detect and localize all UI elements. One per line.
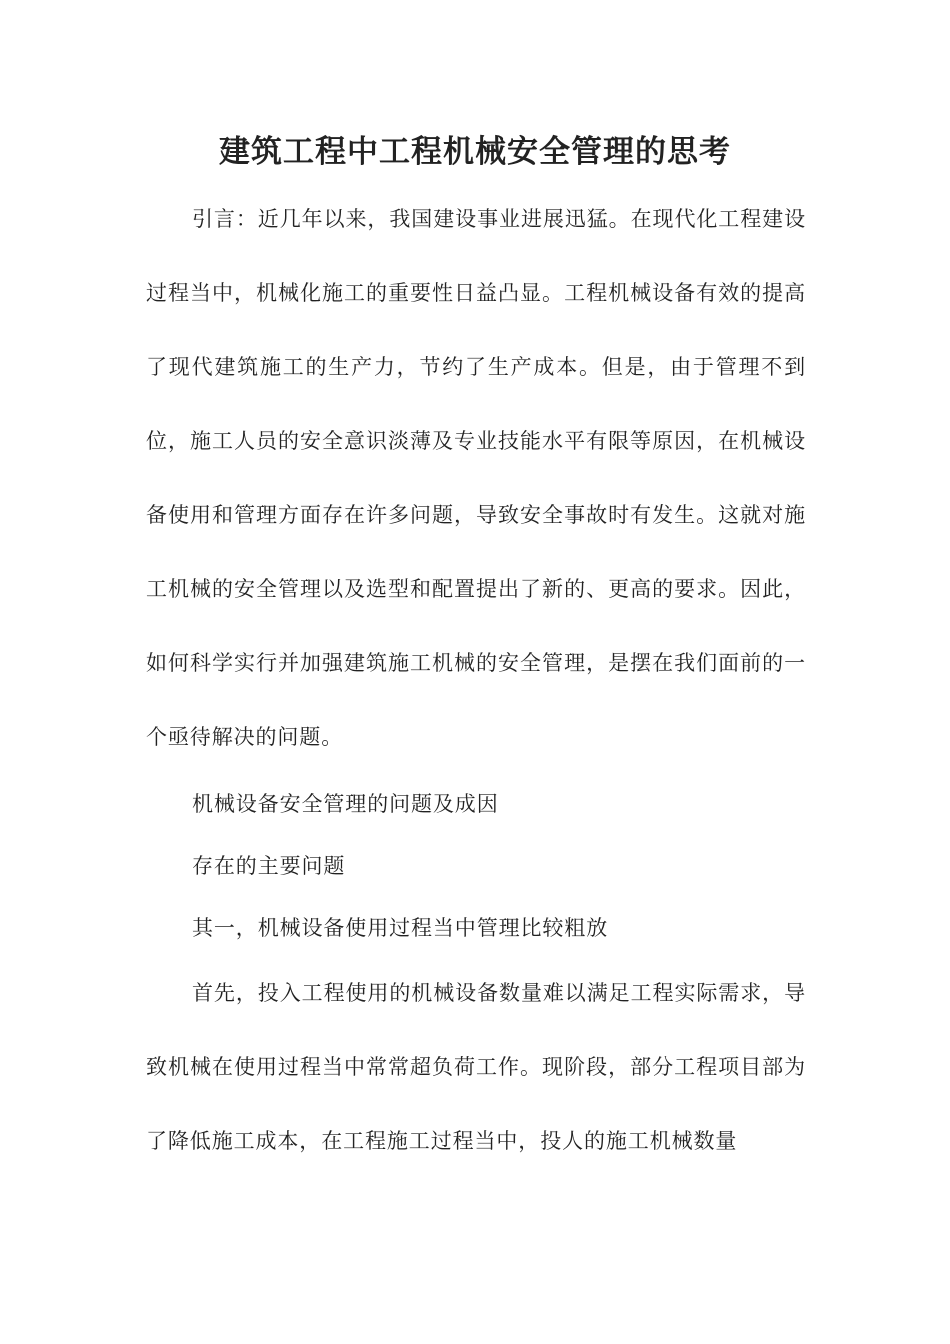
section-heading: 机械设备安全管理的问题及成因 <box>192 792 499 816</box>
intro-paragraph: 引言：近几年以来，我国建设事业进展迅猛。在现代化工程建设过程当中，机械化施工的重要性日益凸显。工程机械设备有效的提高了现代建筑施工的生产力，节约了生产成本。但是，由于管理不到位，施工人员的安全意识淡薄及专业技能水平有限等原因，在机械设备使用和管理方面存在许多问题，导致安全事故时有发生。这就对施工机械的安全管理以及选型和配置提出了新的、更高的要求。因此，如何科学实行并加强建筑施工机械的安全管理，是摆在我们面前的一个亟待解决的问题。 <box>146 207 806 749</box>
document-title: 建筑工程中工程机械安全管理的思考 <box>219 134 731 170</box>
point-heading: 其一，机械设备使用过程当中管理比较粗放 <box>192 916 609 940</box>
body-paragraph: 首先，投入工程使用的机械设备数量难以满足工程实际需求，导致机械在使用过程当中常常超负荷工作。现阶段，部分工程项目部为了降低施工成本，在工程施工过程当中，投人的施工机械数量 <box>146 981 806 1153</box>
subsection-heading: 存在的主要问题 <box>192 854 346 878</box>
